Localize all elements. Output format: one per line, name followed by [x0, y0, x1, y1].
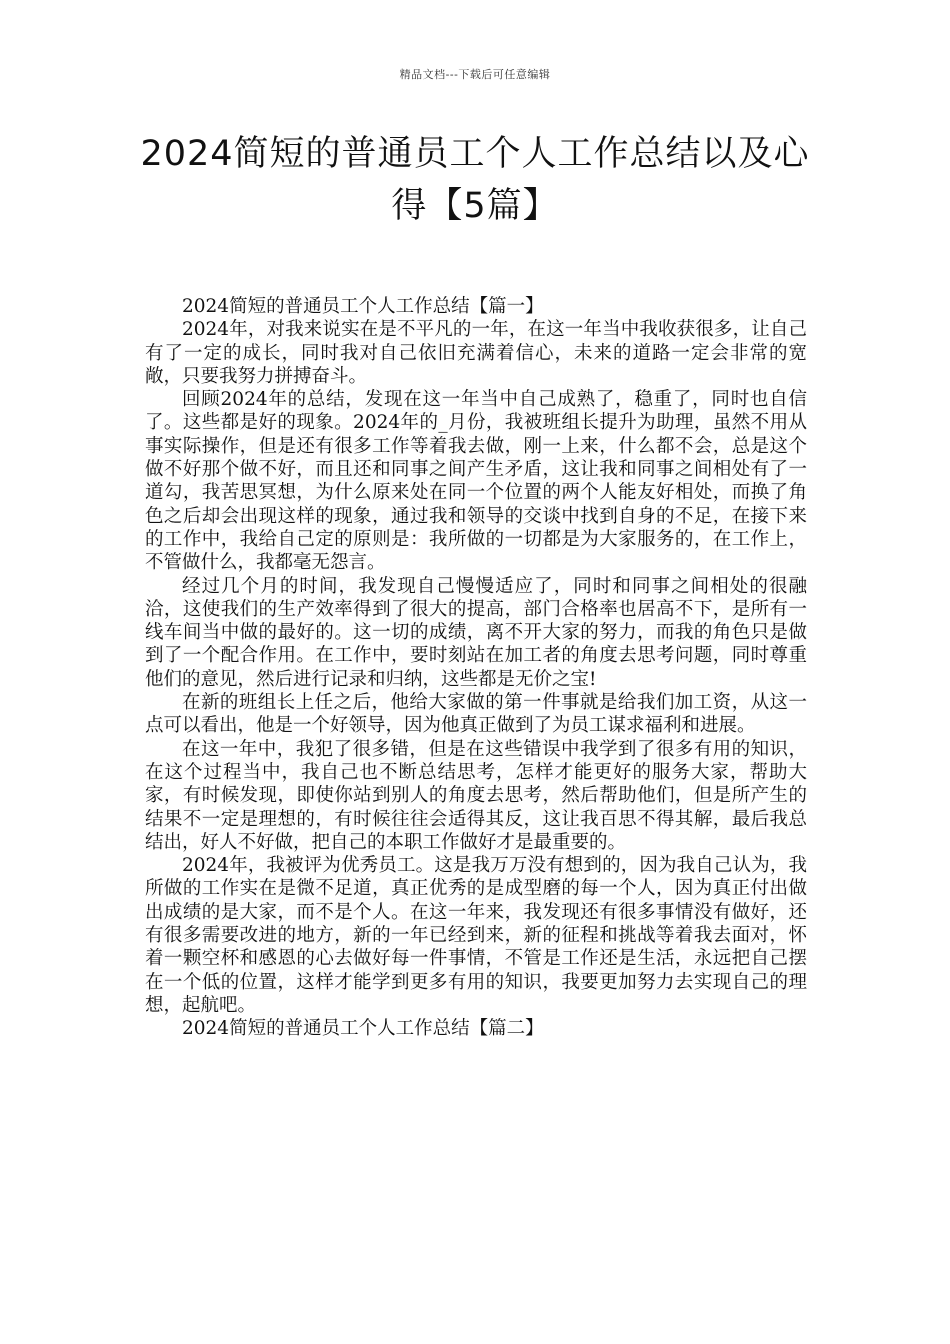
paragraph: 2024年，对我来说实在是不平凡的一年，在这一年当中我收获很多，让自己有了一定的成长，同时我对自己依旧充满着信心，未来的道路一定会非常的宽敞，只要我努力拼搏奋斗。 [145, 319, 807, 387]
paragraph: 2024年，我被评为优秀员工。这是我万万没有想到的，因为我自己认为，我所做的工作实在是微不足道，真正优秀的是成型磨的每一个人，因为真正付出做出成绩的是大家，而不是个人。在这一年来，我发现还有很多事情没有做好，还有很多需要改进的地方，新的一年已经到来，新的征程和挑战等着我去面对，怀着一颗空杯和感恩的心去做好每一件事情，不管是工作还是生活，永远把自己摆在一个低的位置，这样才能学到更多有用的知识，我要更加努力去实现自己的理想，起航吧。 [145, 855, 807, 1016]
paragraph: 在这一年中，我犯了很多错，但是在这些错误中我学到了很多有用的知识，在这个过程当中，我自己也不断总结思考，怎样才能更好的服务大家，帮助大家，有时候发现，即使你站到别人的角度去思考，然后帮助他们，但是所产生的结果不一定是理想的，有时候往往会适得其反，这让我百思不得其解，最后我总结出，好人不好做，把自己的本职工作做好才是最重要的。 [145, 738, 807, 853]
document-title: 2024简短的普通员工个人工作总结以及心得【5篇】 [140, 134, 810, 226]
section-heading-1: 2024简短的普通员工个人工作总结【篇一】 [182, 296, 544, 317]
header-note: 精品文档---下载后可任意编辑 [399, 68, 551, 81]
paragraph: 回顾2024年的总结，发现在这一年当中自己成熟了，稳重了，同时也自信了。这些都是好的现象。2024年的_月份，我被班组长提升为助理，虽然不用从事实际操作，但是还有很多工作等着我去做，刚一上来，什么都不会，总是这个做不好那个做不好，而且还和同事之间产生矛盾，这让我和同事之间相处有了一道勾，我苦思冥想，为什么原来处在同一个位置的两个人能友好相处，而换了角色之后却会出现这样的现象，通过我和领导的交谈中找到自身的不足，在接下来的工作中，我给自己定的原则是：我所做的一切都是为大家服务的，在工作上，不管做什么，我都毫无怨言。 [145, 389, 807, 574]
paragraph: 经过几个月的时间，我发现自己慢慢适应了，同时和同事之间相处的很融洽，这使我们的生产效率得到了很大的提高，部门合格率也居高不下，是所有一线车间当中做的最好的。这一切的成绩，离不开大家的努力，而我的角色只是做到了一个配合作用。在工作中，要时刻站在加工者的角度去思考问题，同时尊重他们的意见，然后进行记录和归纳，这些都是无价之宝! [145, 575, 807, 690]
section-heading-2: 2024简短的普通员工个人工作总结【篇二】 [182, 1018, 544, 1040]
paragraph: 在新的班组长上任之后，他给大家做的第一件事就是给我们加工资，从这一点可以看出，他是一个好领导，因为他真正做到了为员工谋求福利和进展。 [145, 692, 807, 737]
document-body [145, 295, 807, 1041]
